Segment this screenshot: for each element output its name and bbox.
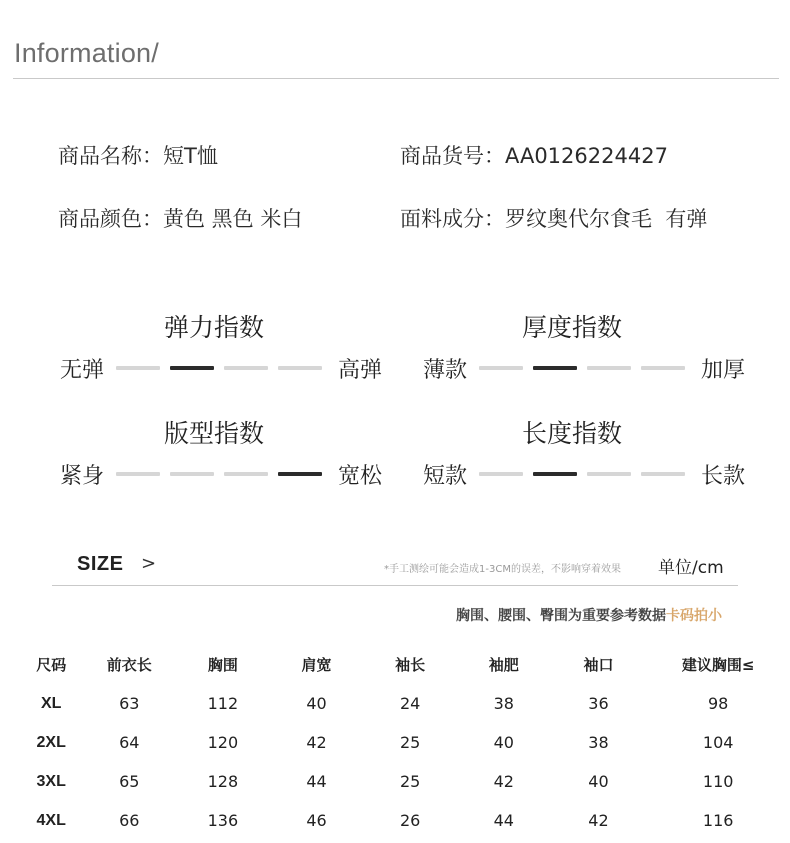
fit-max-label: 宽松	[338, 463, 383, 489]
thickness-max-label: 加厚	[701, 357, 746, 383]
thickness-level-3	[587, 366, 631, 370]
fit-level-2	[170, 472, 214, 476]
size-cell: 2XL	[36, 733, 66, 751]
measurement-note: *手工测绘可能会造成1-3CM的误差，不影响穿着效果	[384, 564, 621, 575]
fit-level-1	[116, 472, 160, 476]
header-shoulder: 肩宽	[301, 656, 332, 674]
product-name-value: 短T恤	[163, 144, 218, 168]
table-cell: 25	[399, 772, 421, 791]
thickness-min-label: 薄款	[423, 357, 468, 383]
table-row	[20, 723, 790, 762]
table-cell: 116	[702, 811, 734, 830]
thickness-index-title: 厚度指数	[521, 313, 622, 342]
table-cell: 26	[399, 811, 421, 830]
table-cell: 36	[588, 694, 609, 713]
fit-min-label: 紧身	[60, 463, 105, 489]
thickness-level-4	[641, 366, 685, 370]
table-cell: 38	[588, 733, 609, 752]
size-cell: 4XL	[36, 811, 66, 829]
fit-level-4	[278, 472, 322, 476]
elasticity-level-1	[116, 366, 160, 370]
size-divider	[52, 585, 738, 586]
product-fabric-value: 罗纹奥代尔食毛 有弹	[505, 207, 708, 231]
product-name-line	[58, 140, 218, 170]
header-chest: 胸围	[207, 656, 238, 674]
product-color-line	[58, 203, 302, 233]
table-cell: 40	[493, 733, 514, 752]
table-cell: 42	[306, 733, 327, 752]
table-cell: 38	[493, 694, 514, 713]
table-cell: 42	[493, 772, 514, 791]
table-cell: 98	[707, 694, 729, 713]
thickness-level-1	[479, 366, 523, 370]
table-cell: 136	[207, 811, 239, 830]
length-level-3	[587, 472, 631, 476]
header-cuff: 袖口	[583, 656, 614, 674]
size-table-header	[20, 645, 790, 684]
size-title: SIZE	[77, 553, 124, 575]
table-cell: 25	[399, 733, 421, 752]
length-level-2	[533, 472, 577, 476]
fit-index-title: 版型指数	[163, 419, 264, 448]
table-cell: 42	[588, 811, 609, 830]
table-cell: 44	[306, 772, 327, 791]
size-cell: 3XL	[36, 772, 66, 790]
table-cell: 112	[207, 694, 239, 713]
length-level-4	[641, 472, 685, 476]
product-sku-label: 商品货号：	[400, 144, 505, 168]
elasticity-max-label: 高弹	[338, 357, 383, 383]
elasticity-level-2	[170, 366, 214, 370]
elasticity-level-4	[278, 366, 322, 370]
table-row	[20, 762, 790, 801]
length-index-title: 长度指数	[521, 419, 622, 448]
header-suggested-chest: 建议胸围≤	[681, 656, 755, 674]
length-scale	[423, 459, 749, 489]
table-cell: 110	[702, 772, 734, 791]
elasticity-scale	[60, 353, 386, 383]
chevron-right-icon: >	[141, 553, 157, 574]
header-front-length: 前衣长	[106, 656, 152, 674]
header-sleeve-length: 袖长	[395, 656, 426, 674]
table-cell: 44	[493, 811, 514, 830]
unit-label: 单位/cm	[658, 558, 724, 578]
product-color-label: 商品颜色：	[58, 207, 163, 231]
table-cell: 128	[207, 772, 239, 791]
size-table	[20, 645, 790, 840]
product-sku-value: AA0126224427	[505, 144, 668, 168]
elasticity-index-title: 弹力指数	[163, 313, 264, 342]
reference-accent: 卡码拍小	[666, 608, 722, 624]
page-title: Information/	[14, 38, 159, 68]
table-row	[20, 801, 790, 840]
product-fabric-line	[400, 203, 707, 233]
table-cell: 65	[119, 772, 140, 791]
reference-text: 胸围、腰围、臀围为重要参考数据	[456, 608, 666, 624]
product-fabric-label: 面料成分：	[400, 207, 505, 231]
table-cell: 66	[119, 811, 140, 830]
product-name-label: 商品名称：	[58, 144, 163, 168]
table-cell: 63	[119, 694, 140, 713]
table-cell: 104	[702, 733, 734, 752]
table-row	[20, 684, 790, 723]
table-cell: 64	[119, 733, 140, 752]
product-color-value: 黄色 黑色 米白	[163, 207, 303, 231]
size-cell: XL	[40, 694, 62, 712]
fit-scale	[60, 459, 386, 489]
table-cell: 40	[306, 694, 327, 713]
elasticity-min-label: 无弹	[60, 357, 105, 383]
length-level-1	[479, 472, 523, 476]
product-sku-line	[400, 140, 668, 170]
thickness-scale	[423, 353, 749, 383]
fit-level-3	[224, 472, 268, 476]
table-cell: 40	[588, 772, 609, 791]
table-cell: 46	[306, 811, 327, 830]
header-sleeve-width: 袖肥	[488, 656, 519, 674]
length-max-label: 长款	[701, 463, 746, 489]
thickness-level-2	[533, 366, 577, 370]
elasticity-level-3	[224, 366, 268, 370]
header-divider	[13, 78, 779, 79]
table-cell: 120	[207, 733, 239, 752]
header-size: 尺码	[36, 656, 67, 674]
reference-note	[456, 605, 722, 625]
length-min-label: 短款	[423, 463, 468, 489]
table-cell: 24	[399, 694, 421, 713]
